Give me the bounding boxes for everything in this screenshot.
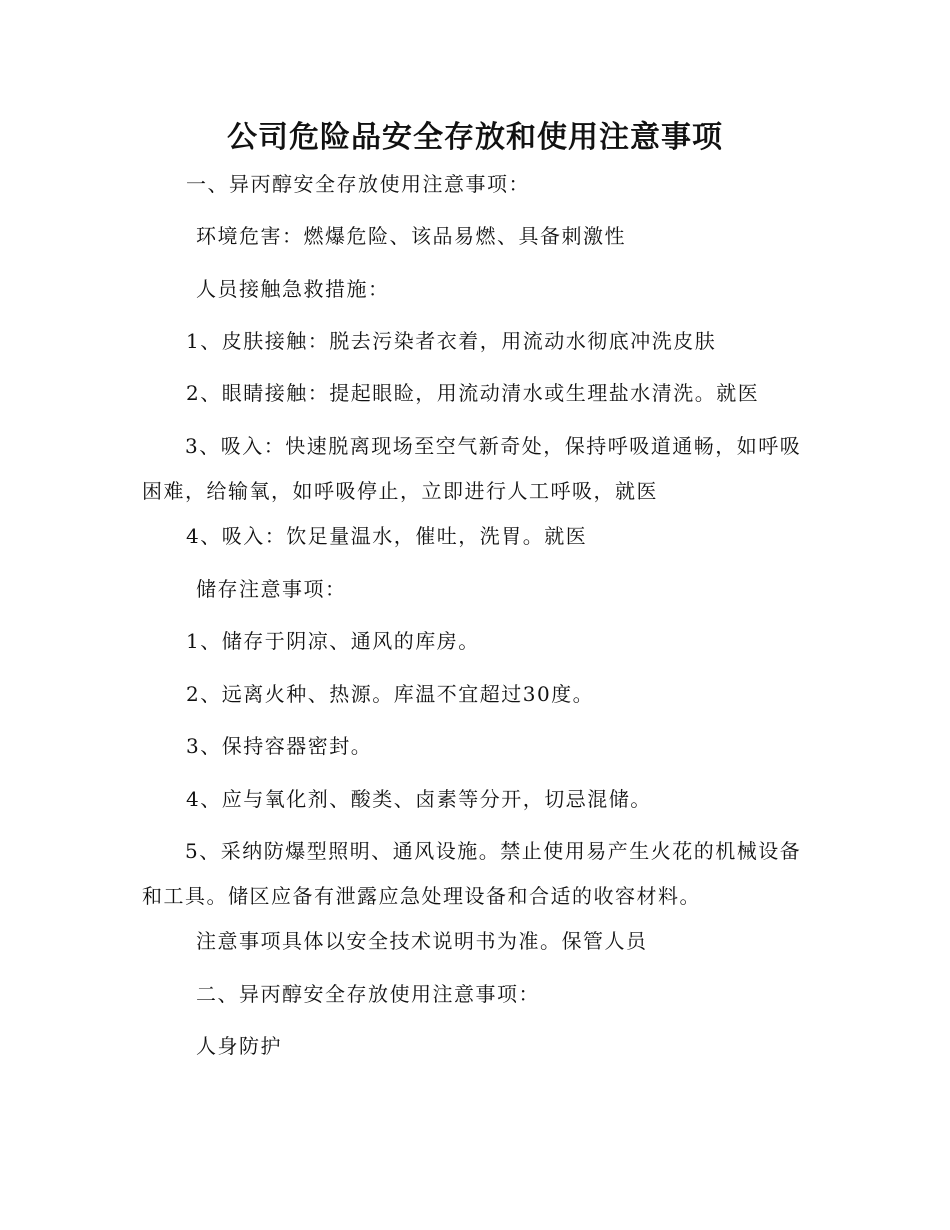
section2-heading: 二、异丙醇安全存放使用注意事项： (196, 982, 540, 1006)
first-aid-item-3: 3、吸入：快速脱离现场至空气新奇处，保持呼吸道通畅，如呼吸困难，给输氧，如呼吸停止，立即进行人工呼吸，就医 (142, 434, 802, 503)
storage-item-2: 2、远离火种、热源。库温不宜超过30度。 (186, 682, 595, 706)
section1-heading: 一、异丙醇安全存放使用注意事项： (186, 172, 530, 196)
storage-heading: 储存注意事项： (196, 577, 347, 601)
safety-note: 注意事项具体以安全技术说明书为准。保管人员 (196, 929, 648, 953)
storage-item-4: 4、应与氧化剂、酸类、卤素等分开，切忌混储。 (186, 787, 652, 811)
first-aid-heading: 人员接触急救措施： (196, 277, 390, 301)
storage-item-3: 3、保持容器密封。 (186, 734, 373, 758)
personal-protection-heading: 人身防护 (196, 1034, 282, 1058)
first-aid-item-4: 4、吸入：饮足量温水，催吐，洗胃。就医 (186, 524, 588, 548)
document-title: 公司危险品安全存放和使用注意事项 (227, 120, 723, 155)
storage-item-5: 5、采纳防爆型照明、通风设施。禁止使用易产生火花的机械设备和工具。储区应备有泄露应急处理设备和合适的收容材料。 (142, 839, 802, 908)
first-aid-item-1: 1、皮肤接触：脱去污染者衣着，用流动水彻底冲洗皮肤 (186, 329, 717, 353)
storage-item-1: 1、储存于阴凉、通风的库房。 (186, 629, 480, 653)
first-aid-item-2: 2、眼睛接触：提起眼睑，用流动清水或生理盐水清洗。就医 (186, 381, 760, 405)
environmental-hazard: 环境危害：燃爆危险、该品易燃、具备刺激性 (196, 224, 626, 248)
